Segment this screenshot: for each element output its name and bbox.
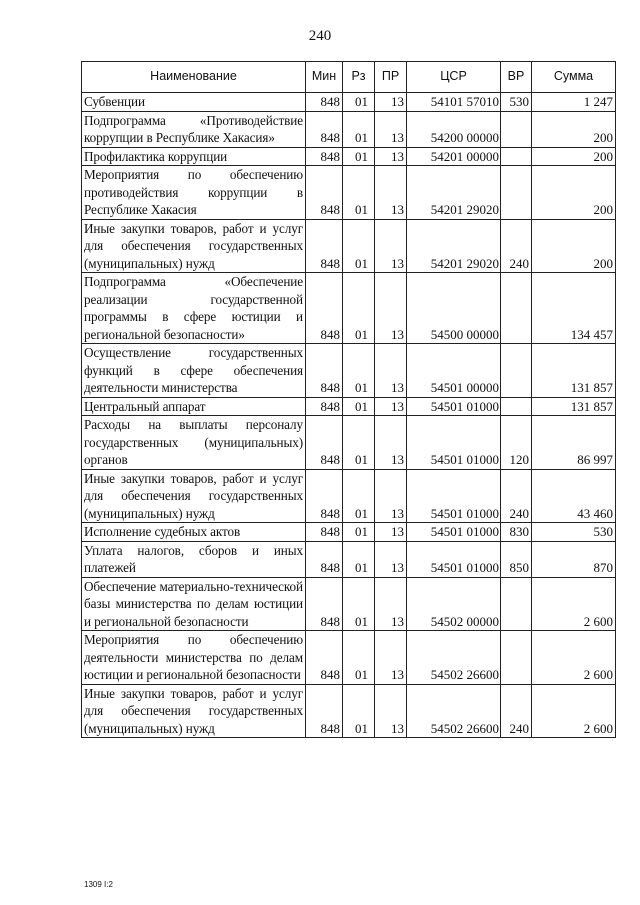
table-row xyxy=(82,523,616,542)
row-vr xyxy=(501,111,532,147)
row-vr: 530 xyxy=(501,93,532,112)
row-vr: 240 xyxy=(501,219,532,273)
row-min: 848 xyxy=(306,577,343,631)
row-name: Исполнение судебных актов xyxy=(82,523,306,542)
page-number: 240 xyxy=(308,28,332,44)
row-csr: 54501 01000 xyxy=(407,397,501,416)
row-pr: 13 xyxy=(375,541,407,577)
row-sum: 200 xyxy=(532,147,616,166)
row-sum: 131 857 xyxy=(532,397,616,416)
row-min: 848 xyxy=(306,344,343,398)
row-csr: 54201 29020 xyxy=(407,219,501,273)
row-rz: 01 xyxy=(343,344,375,398)
header-name: Наименование xyxy=(82,62,306,93)
row-sum: 43 460 xyxy=(532,469,616,523)
header-min: Мин xyxy=(306,62,343,93)
row-min: 848 xyxy=(306,397,343,416)
row-rz: 01 xyxy=(343,416,375,470)
row-name: Иные закупки товаров, работ и услуг для обеспечения государственных (муниципальных) нужд xyxy=(82,469,306,523)
row-vr xyxy=(501,577,532,631)
row-vr xyxy=(501,344,532,398)
row-pr: 13 xyxy=(375,577,407,631)
table-row xyxy=(82,416,616,470)
table-row xyxy=(82,469,616,523)
row-rz: 01 xyxy=(343,684,375,738)
row-min: 848 xyxy=(306,166,343,220)
row-pr: 13 xyxy=(375,166,407,220)
table-row xyxy=(82,541,616,577)
table-row xyxy=(82,147,616,166)
row-pr: 13 xyxy=(375,219,407,273)
row-csr: 54501 01000 xyxy=(407,416,501,470)
row-csr: 54501 01000 xyxy=(407,541,501,577)
row-csr: 54201 00000 xyxy=(407,147,501,166)
header-csr: ЦСР xyxy=(407,62,501,93)
table-row xyxy=(82,577,616,631)
header-sum: Сумма xyxy=(532,62,616,93)
row-min: 848 xyxy=(306,147,343,166)
row-vr xyxy=(501,147,532,166)
table-row xyxy=(82,344,616,398)
row-vr xyxy=(501,631,532,685)
row-sum: 200 xyxy=(532,219,616,273)
row-sum: 870 xyxy=(532,541,616,577)
row-csr: 54501 01000 xyxy=(407,523,501,542)
row-csr: 54200 00000 xyxy=(407,111,501,147)
table-header-row xyxy=(82,62,616,93)
row-min: 848 xyxy=(306,684,343,738)
row-rz: 01 xyxy=(343,469,375,523)
row-rz: 01 xyxy=(343,147,375,166)
row-name: Обеспечение материально-технической базы министерства по делам юстиции и региональной безопасности xyxy=(82,577,306,631)
row-pr: 13 xyxy=(375,416,407,470)
footer-code: 1309 I:2 xyxy=(84,880,113,889)
row-min: 848 xyxy=(306,631,343,685)
row-rz: 01 xyxy=(343,166,375,220)
row-sum: 200 xyxy=(532,166,616,220)
row-name: Профилактика коррупции xyxy=(82,147,306,166)
row-sum: 530 xyxy=(532,523,616,542)
row-vr: 240 xyxy=(501,469,532,523)
table-row xyxy=(82,397,616,416)
row-sum: 134 457 xyxy=(532,273,616,344)
row-rz: 01 xyxy=(343,541,375,577)
row-csr: 54502 26600 xyxy=(407,684,501,738)
row-rz: 01 xyxy=(343,111,375,147)
row-name: Иные закупки товаров, работ и услуг для обеспечения государственных (муниципальных) нужд xyxy=(82,684,306,738)
table-body xyxy=(82,93,616,738)
row-rz: 01 xyxy=(343,631,375,685)
row-min: 848 xyxy=(306,541,343,577)
row-min: 848 xyxy=(306,111,343,147)
table-row xyxy=(82,93,616,112)
row-csr: 54201 29020 xyxy=(407,166,501,220)
row-vr: 120 xyxy=(501,416,532,470)
row-min: 848 xyxy=(306,273,343,344)
table-row xyxy=(82,273,616,344)
row-csr: 54502 26600 xyxy=(407,631,501,685)
row-sum: 1 247 xyxy=(532,93,616,112)
row-vr xyxy=(501,166,532,220)
table-row xyxy=(82,219,616,273)
row-sum: 131 857 xyxy=(532,344,616,398)
row-pr: 13 xyxy=(375,631,407,685)
row-sum: 2 600 xyxy=(532,684,616,738)
row-min: 848 xyxy=(306,523,343,542)
row-csr: 54501 00000 xyxy=(407,344,501,398)
row-vr xyxy=(501,397,532,416)
row-pr: 13 xyxy=(375,93,407,112)
header-pr: ПР xyxy=(375,62,407,93)
table-row xyxy=(82,111,616,147)
row-name: Подпрограмма «Обеспечение реализации государственной программы в сфере юстиции и региональной безопасности» xyxy=(82,273,306,344)
row-pr: 13 xyxy=(375,273,407,344)
row-sum: 2 600 xyxy=(532,577,616,631)
row-sum: 200 xyxy=(532,111,616,147)
row-min: 848 xyxy=(306,469,343,523)
row-vr: 240 xyxy=(501,684,532,738)
row-rz: 01 xyxy=(343,577,375,631)
row-csr: 54502 00000 xyxy=(407,577,501,631)
row-rz: 01 xyxy=(343,397,375,416)
row-name: Расходы на выплаты персоналу государственных (муниципальных) органов xyxy=(82,416,306,470)
row-csr: 54500 00000 xyxy=(407,273,501,344)
row-pr: 13 xyxy=(375,397,407,416)
budget-table xyxy=(81,61,616,738)
row-name: Субвенции xyxy=(82,93,306,112)
row-rz: 01 xyxy=(343,273,375,344)
row-vr: 850 xyxy=(501,541,532,577)
row-pr: 13 xyxy=(375,111,407,147)
row-name: Мероприятия по обеспечению деятельности министерства по делам юстиции и региональной безопасности xyxy=(82,631,306,685)
row-min: 848 xyxy=(306,416,343,470)
row-pr: 13 xyxy=(375,344,407,398)
row-pr: 13 xyxy=(375,523,407,542)
row-name: Иные закупки товаров, работ и услуг для обеспечения государственных (муниципальных) нужд xyxy=(82,219,306,273)
row-pr: 13 xyxy=(375,684,407,738)
row-csr: 54501 01000 xyxy=(407,469,501,523)
row-name: Подпрограмма «Противодействие коррупции в Республике Хакасия» xyxy=(82,111,306,147)
row-name: Мероприятия по обеспечению противодействия коррупции в Республике Хакасия xyxy=(82,166,306,220)
row-sum: 86 997 xyxy=(532,416,616,470)
row-name: Уплата налогов, сборов и иных платежей xyxy=(82,541,306,577)
row-pr: 13 xyxy=(375,469,407,523)
header-rz: Рз xyxy=(343,62,375,93)
table-row xyxy=(82,684,616,738)
table-row xyxy=(82,166,616,220)
row-name: Осуществление государственных функций в сфере обеспечения деятельности министерства xyxy=(82,344,306,398)
row-name: Центральный аппарат xyxy=(82,397,306,416)
row-sum: 2 600 xyxy=(532,631,616,685)
row-csr: 54101 57010 xyxy=(407,93,501,112)
row-rz: 01 xyxy=(343,523,375,542)
header-vr: ВР xyxy=(501,62,532,93)
row-vr: 830 xyxy=(501,523,532,542)
row-vr xyxy=(501,273,532,344)
row-rz: 01 xyxy=(343,93,375,112)
row-min: 848 xyxy=(306,219,343,273)
row-pr: 13 xyxy=(375,147,407,166)
row-rz: 01 xyxy=(343,219,375,273)
table-row xyxy=(82,631,616,685)
row-min: 848 xyxy=(306,93,343,112)
